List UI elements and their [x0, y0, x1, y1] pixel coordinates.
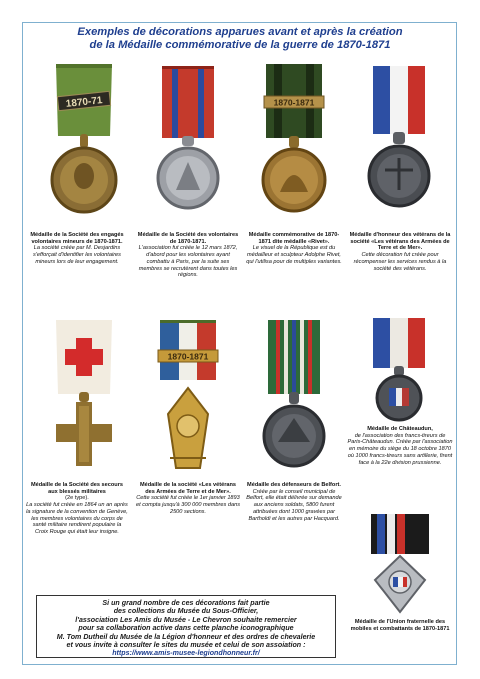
ack-line-6: et vous invite à consulter le sites du musée et celui de son assoiation : [66, 641, 306, 650]
medal-caption-union-fraternelle [347, 619, 453, 632]
title-line-2: de la Médaille commémorative de la guerre de 1870-1871 [89, 39, 391, 51]
medal-image-belfort [256, 318, 332, 478]
medal-title: Médaille d'honneur des vétérans de la société «Les vétérans des Armées de Terre et de Mer». [349, 232, 451, 252]
medal-image-veterans-honneur [361, 62, 437, 222]
medal-text: Cette société fut créée le 1er janvier 1893 et compta jusqu'à 300 000 membres dans 2500 sections. [136, 495, 240, 515]
medal-image-rivet [256, 62, 332, 222]
medal-text: Le visuel de la République est du médailleur et sculpteur Adolphe Rivet, qui l'utilisa pour de multiples variantes. [246, 245, 342, 265]
medal-title: Médaille de Châteaudun, [367, 426, 433, 432]
medal-caption-veterans-honneur [349, 232, 451, 272]
medal-text: de l'association des francs-tireurs de Paris-Châteaudun. Créée par l'association en mémoire du siège du 18 octobre 1870 où 1000 francs-tireurs sans artillerie, firent face à la 22e division prussienne. [347, 432, 453, 466]
medal-caption-veterans-armees [136, 482, 240, 516]
medal-image-union-fraternelle [363, 512, 437, 616]
ack-line-5: M. Tom Dutheil du Musée de la Légion d'honneur et des ordres de chevalerie [56, 632, 316, 641]
medal-title: Médaille de l'Union fraternelle des mobiles et combattants de 1870-1871 [350, 619, 450, 632]
medal-image-veterans-armees [150, 318, 226, 478]
page-title [24, 26, 456, 52]
medal-title: Médaille commémorative de 1870-1871 dite médaille «Rivet». [248, 232, 340, 245]
medal-caption-chateaudun [347, 426, 453, 466]
ack-line-2: des collections du Musée du Sous-Officier, [113, 607, 259, 616]
medal-image-chateaudun [361, 314, 437, 424]
medal-6-bar-text: 1870-1871 [167, 351, 209, 362]
medal-3-bar-text: 1870-1871 [273, 97, 315, 108]
medal-image-volontaires [150, 62, 226, 222]
medal-image-secours-blesses [46, 318, 122, 478]
medal-subtitle: (2e type). [65, 495, 89, 502]
medal-text: L'association fut créée le 12 mars 1872, d'abord pour les volontaires ayant combattu à Paris, par la suite ses membres se recrutèrent dans toutes les régions. [138, 245, 238, 279]
ack-line-4: pour sa collaboration active dans cette planche iconographique [78, 624, 294, 633]
medal-caption-volontaires [136, 232, 240, 279]
medal-title: Médaille de la société «Les vétérans des Armées de Terre et de Mer». [139, 482, 237, 495]
medal-text: Créée par le conseil municipal de Belfort, elle était délivrée sur demande aux anciens soldats, 5800 furent attribuées dont 1000 gravées par Bartholdi et les autres par Hacquard. [246, 488, 342, 522]
ack-line-3: l'association Les Amis du Musée - Le Chevron souhaite remercier [75, 615, 297, 624]
medal-image-engages-volontaires [46, 62, 122, 222]
ack-line-1: Si un grand nombre de ces décorations fait partie [102, 599, 270, 607]
medal-text: La société créée par M. Desjardins s'efforçait d'identifier les volontaires mineurs lors de leur engagement. [33, 245, 121, 265]
medal-title: Médaille de la Société des volontaires de 1870-1871. [137, 232, 239, 245]
medal-title: Médaille des défenseurs de Belfort. [247, 482, 341, 488]
medal-text: La société fut créée en 1864 un an après la signature de la convention de Genève, les membres volontaires du corps de santé militaire rendirent populaire la Croix Rouge qui était leur insigne. [26, 502, 128, 535]
museum-url-link[interactable]: https://www.amis-musee-legiondhonneur.fr/ [112, 649, 260, 658]
medal-caption-engages-volontaires [26, 232, 128, 266]
medal-text: Cette décoration fut créée pour récompenser les services rendus à la société des vétérans. [353, 252, 447, 272]
medal-caption-belfort [244, 482, 344, 522]
medal-title: Médaille de la Société des engagés volontaires mineurs de 1870-1871. [30, 232, 124, 245]
medal-caption-rivet [244, 232, 344, 266]
title-line-1: Exemples de décorations apparues avant et après la création [77, 26, 403, 38]
medal-caption-secours-blesses [26, 482, 128, 536]
medal-title: Médaille de la Société des secours aux blessés militaires [30, 482, 124, 495]
medal-1-bar-text: 1870-71 [65, 95, 103, 110]
acknowledgement-box [36, 595, 336, 658]
